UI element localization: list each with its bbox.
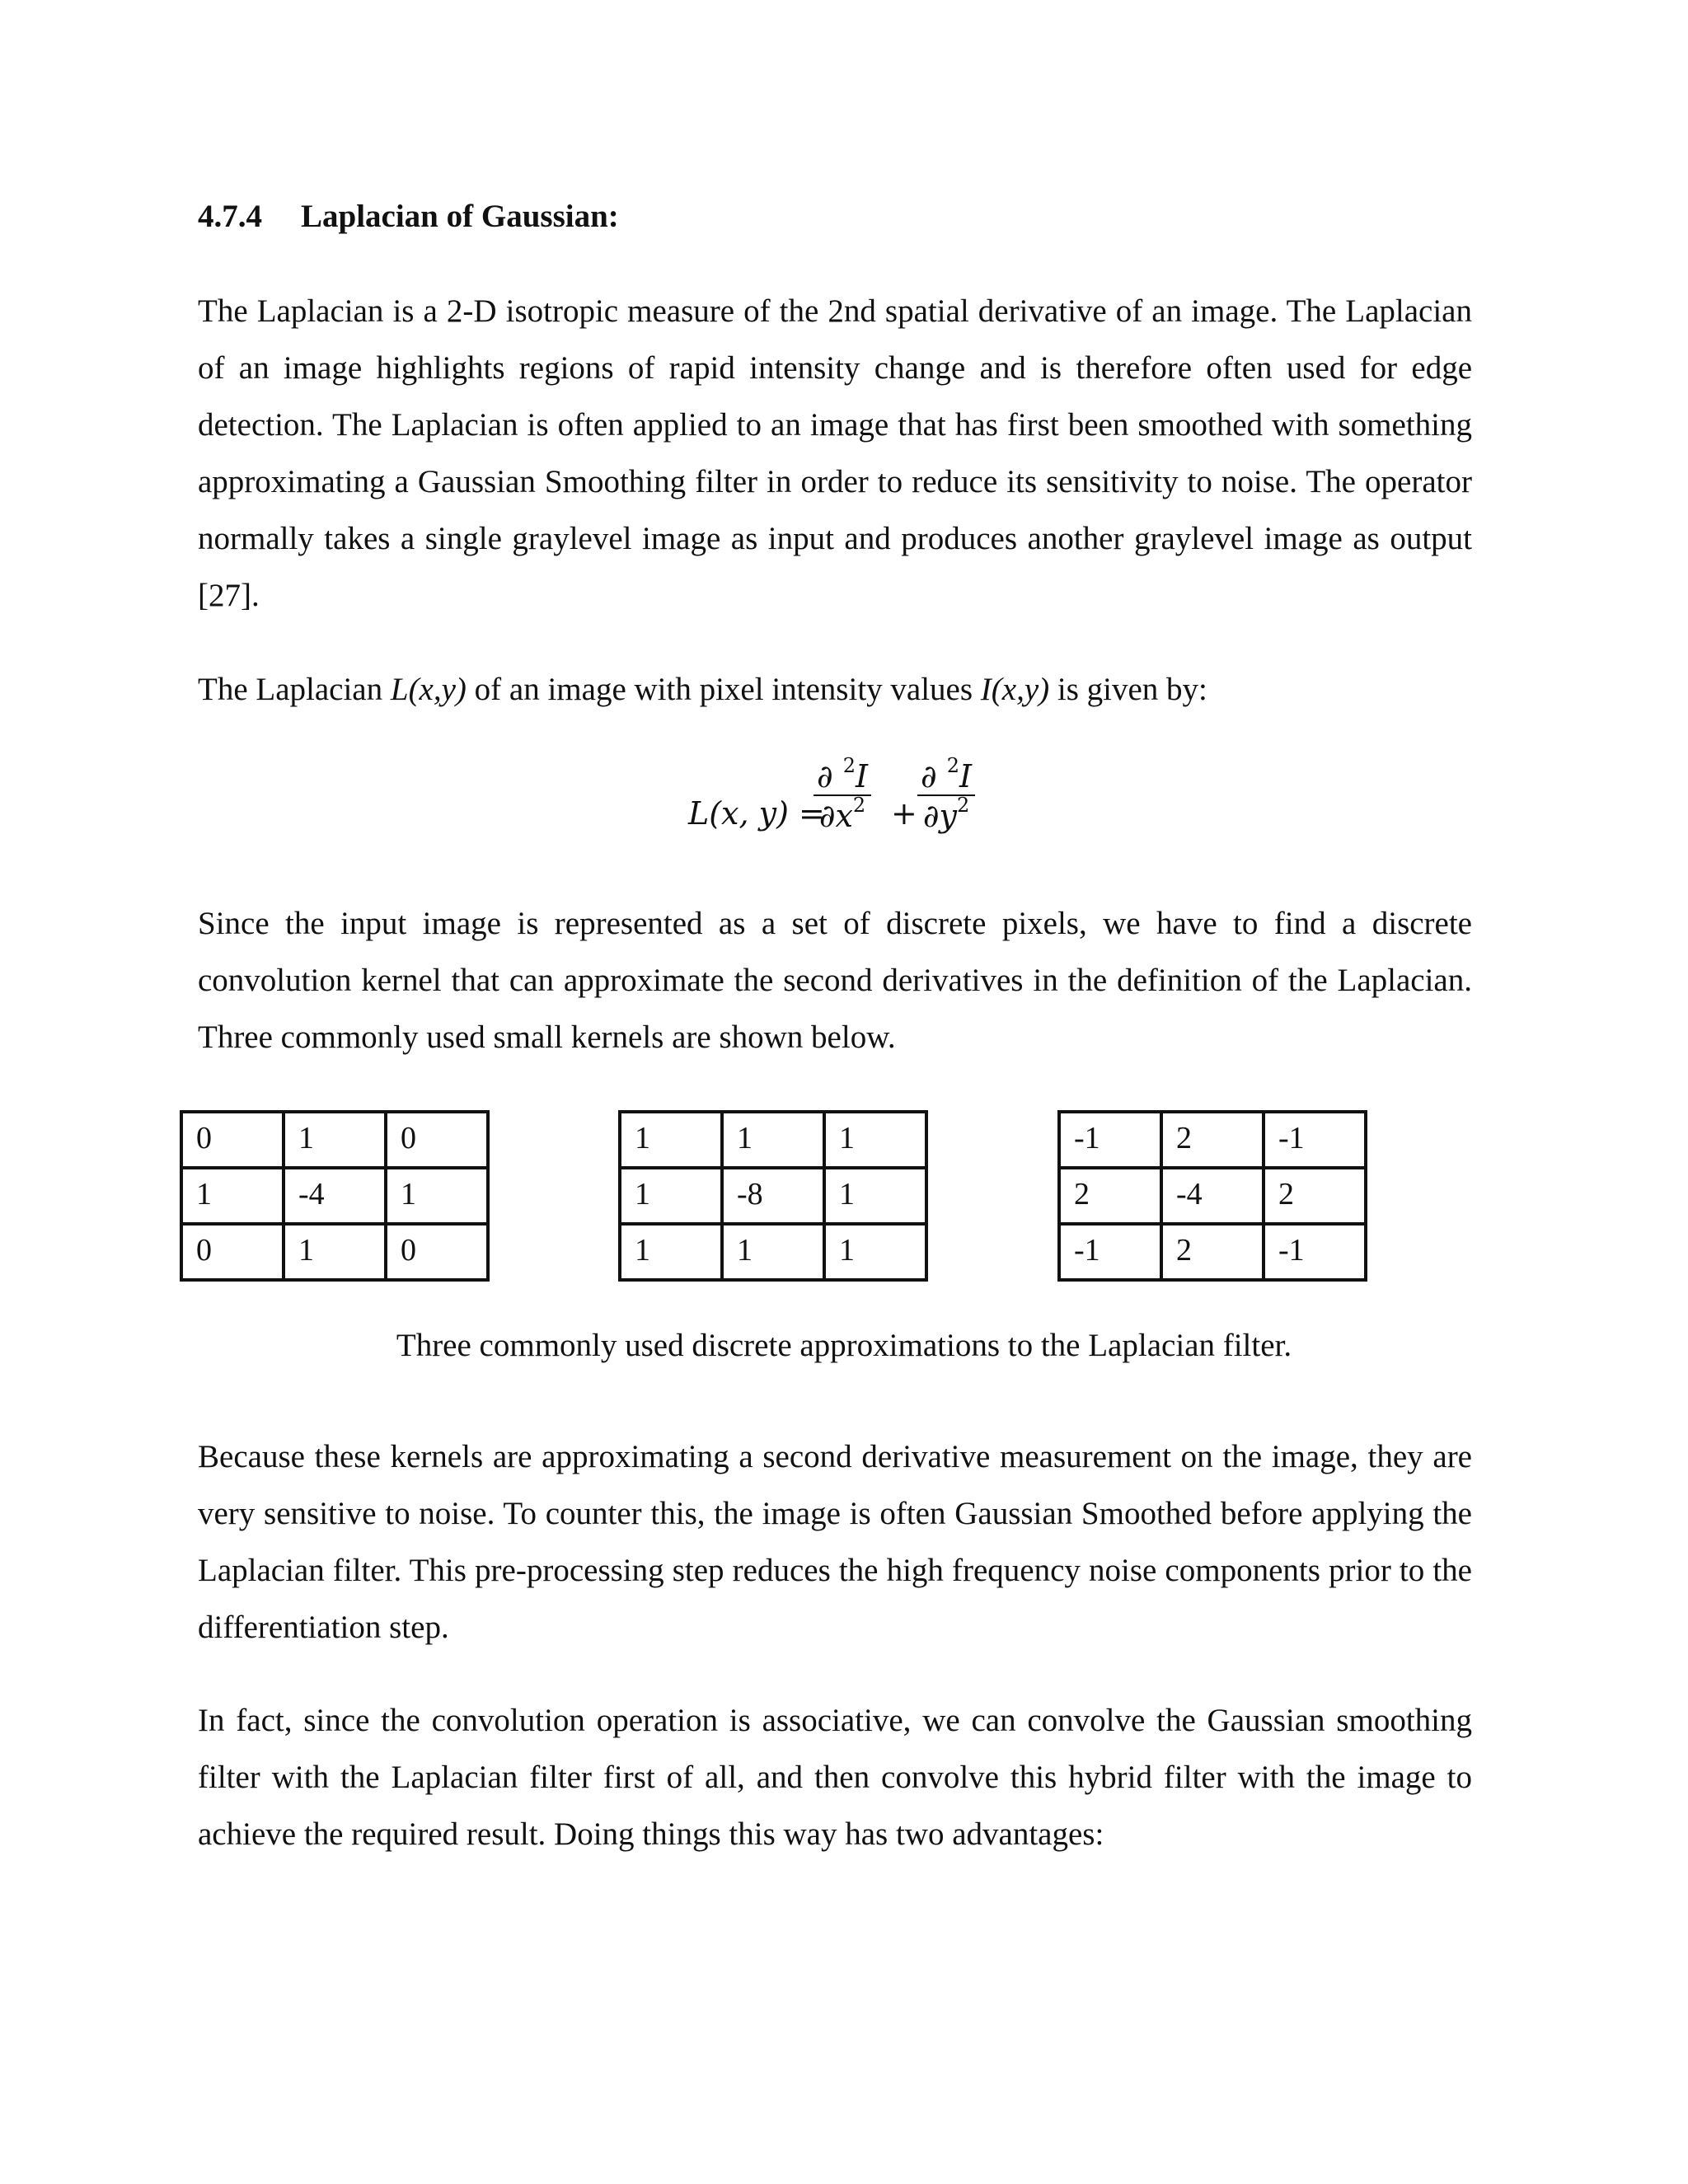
kernel-row <box>181 1224 488 1280</box>
kernel-cell: 1 <box>722 1224 824 1280</box>
kernel-cell: -1 <box>1264 1224 1366 1280</box>
kernel-cell: -1 <box>1059 1112 1161 1168</box>
kernel-row <box>620 1224 926 1280</box>
kernel-row <box>620 1168 926 1224</box>
kernel-cell: 0 <box>386 1224 488 1280</box>
kernel-cell: -1 <box>1059 1224 1161 1280</box>
kernel-row <box>1059 1224 1366 1280</box>
paragraph-noise: Because these kernels are approximating a second derivative measurement on the image, they are very sensitive to noise. To counter this, the image is often Gaussian Smoothed before applying the Laplacian filter. This pre-processing step reduces the high frequency noise components prior to the differentiation step. <box>198 1439 1472 1645</box>
kernel-cell: 2 <box>1264 1168 1366 1224</box>
laplacian-symbol: L(x,y) <box>390 672 467 707</box>
fraction-x-denominator: $\partial x^2$ <box>814 794 871 834</box>
kernel-cell: 1 <box>824 1168 926 1224</box>
intensity-symbol: I(x,y) <box>980 672 1050 707</box>
kernel-cell: 1 <box>620 1224 722 1280</box>
kernel-row <box>181 1112 488 1168</box>
equation-fraction-x <box>814 754 871 834</box>
kernel-table-8-neighbour <box>618 1110 928 1282</box>
kernel-cell: 1 <box>620 1112 722 1168</box>
section-number: 4.7.4 <box>198 199 262 234</box>
fraction-y-denominator: $\partial y^2$ <box>917 794 975 834</box>
kernel-cell: 1 <box>284 1224 386 1280</box>
definition-text-3: is given by: <box>1049 672 1207 707</box>
kernel-cell: 2 <box>1161 1112 1264 1168</box>
kernel-cell: 0 <box>386 1112 488 1168</box>
fraction-x-numerator: ∂ $^2$I <box>817 754 869 794</box>
kernel-table-4-neighbour <box>180 1110 490 1282</box>
kernel-cell: 2 <box>1059 1168 1161 1224</box>
equation-lhs: L(x, y) = <box>688 795 825 832</box>
kernel-row <box>1059 1112 1366 1168</box>
kernel-cell: -8 <box>722 1168 824 1224</box>
section-heading <box>198 198 619 235</box>
kernel-cell: 1 <box>824 1224 926 1280</box>
kernels-caption: Three commonly used discrete approximations to the Laplacian filter. <box>396 1328 1292 1363</box>
equation-fraction-y <box>917 754 975 834</box>
kernel-row <box>1059 1168 1366 1224</box>
section-title: Laplacian of Gaussian: <box>301 199 619 234</box>
paragraph-associative: In fact, since the convolution operation is associative, we can convolve the Gaussian smoothing filter with the Laplacian filter first of all, and then convolve this hybrid filter with the image to achieve the required result. Doing things this way has two advantages: <box>198 1703 1472 1852</box>
kernel-cell: 1 <box>722 1112 824 1168</box>
definition-text-1: The Laplacian <box>198 672 391 707</box>
equation-plus: + <box>891 795 917 832</box>
kernel-table-diagonal <box>1057 1110 1367 1282</box>
fraction-y-numerator: ∂ $^2$I <box>921 754 973 794</box>
definition-text-2: of an image with pixel intensity values <box>466 672 981 707</box>
kernel-cell: 0 <box>181 1112 284 1168</box>
kernel-cell: -4 <box>1161 1168 1264 1224</box>
kernel-cell: 1 <box>824 1112 926 1168</box>
paragraph-intro: The Laplacian is a 2-D isotropic measure of the 2nd spatial derivative of an image. The Laplacian of an image highlights regions of rapid intensity change and is therefore often used for edge detection. The Laplacian is often applied to an image that has first been smoothed with something approximating a Gaussian Smoothing filter in order to reduce its sensitivity to noise. The operator normally takes a single graylevel image as input and produces another graylevel image as output [27]. <box>198 293 1472 613</box>
kernel-cell: -4 <box>284 1168 386 1224</box>
kernel-cell: 0 <box>181 1224 284 1280</box>
kernel-cell: 1 <box>620 1168 722 1224</box>
kernel-cell: -1 <box>1264 1112 1366 1168</box>
kernel-row <box>181 1168 488 1224</box>
paragraph-discrete: Since the input image is represented as a set of discrete pixels, we have to find a discrete convolution kernel that can approximate the second derivatives in the definition of the Laplacian. Three commonly used small kernels are shown below. <box>198 906 1472 1055</box>
kernel-cell: 2 <box>1161 1224 1264 1280</box>
kernel-cell: 1 <box>284 1112 386 1168</box>
kernel-row <box>620 1112 926 1168</box>
kernel-cell: 1 <box>386 1168 488 1224</box>
kernel-cell: 1 <box>181 1168 284 1224</box>
paragraph-definition <box>198 661 1472 718</box>
